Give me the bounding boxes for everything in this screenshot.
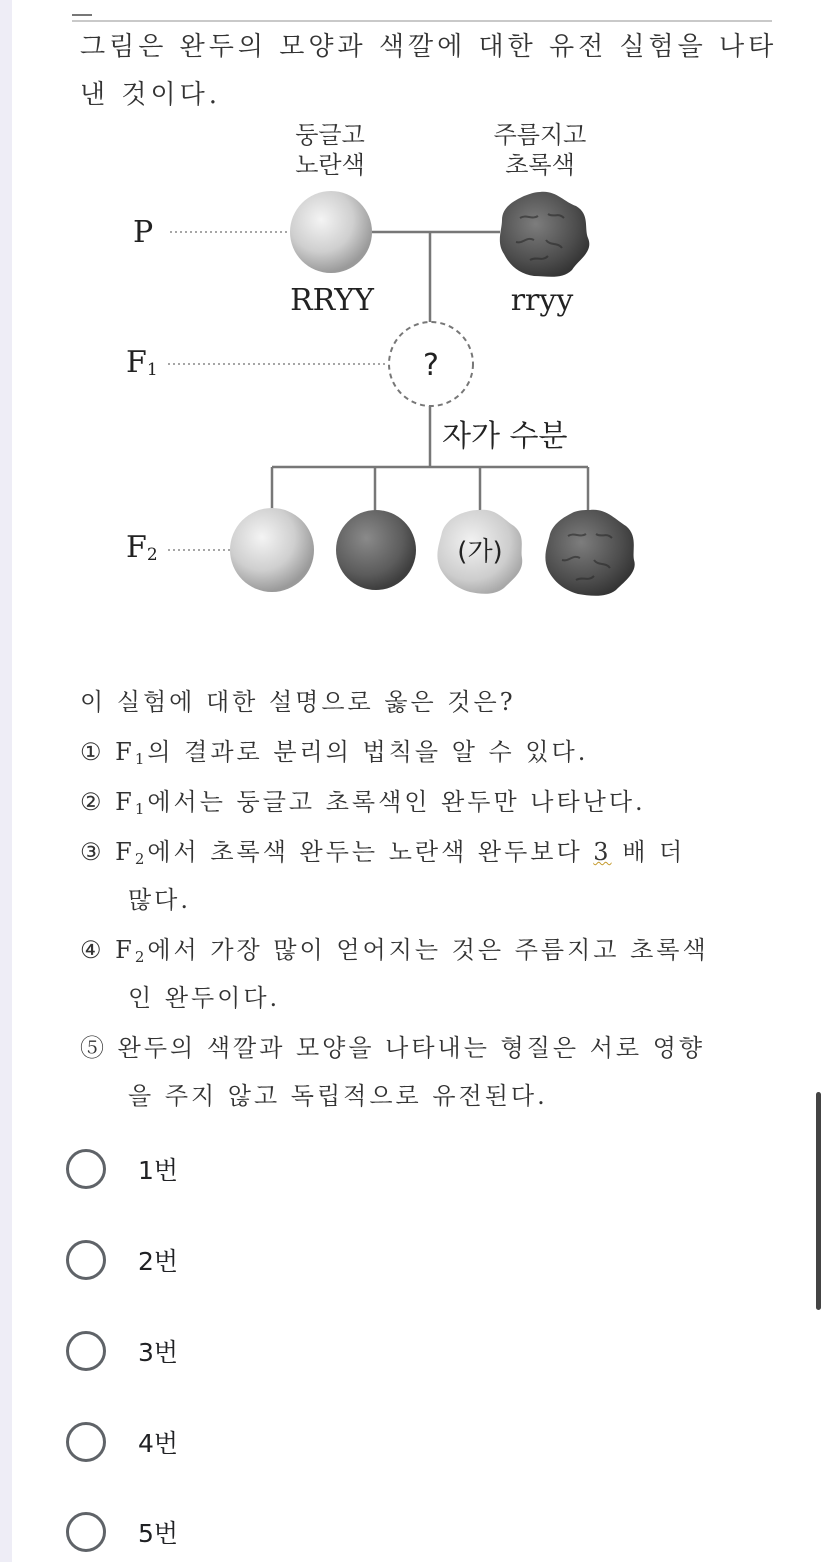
radio-circle-icon[interactable] — [66, 1149, 106, 1189]
statement-3-f: F — [115, 838, 135, 866]
pea-round-yellow-parent — [290, 191, 372, 273]
answer-option-4[interactable] — [66, 1418, 366, 1466]
statement-3-text-a: 에서 초록색 완두는 노란색 완두보다 — [147, 838, 583, 866]
statement-1-text: 의 결과로 분리의 법칙을 알 수 있다. — [147, 738, 589, 766]
statement-1 — [80, 732, 588, 768]
answer-option-5[interactable] — [66, 1508, 366, 1556]
f2-pea-round-yellow — [230, 508, 314, 592]
p2-trait-line2: 초록색 — [505, 151, 575, 179]
statement-4-f: F — [115, 936, 135, 964]
f2-subscript: 2 — [146, 545, 158, 565]
f2-pea-round-green — [336, 510, 416, 590]
f2-marker-ga: (가) — [457, 537, 503, 567]
top-rule — [72, 20, 772, 22]
statement-1-f: F — [115, 738, 135, 766]
answer-option-1[interactable] — [66, 1145, 366, 1193]
generation-f2-label — [126, 530, 158, 565]
radio-circle-icon[interactable] — [66, 1512, 106, 1552]
statement-2-text: 에서는 둥글고 초록색인 완두만 나타난다. — [147, 788, 646, 816]
radio-circle-icon[interactable] — [66, 1331, 106, 1371]
statement-2-number: ② — [80, 788, 105, 816]
radio-circle-icon[interactable] — [66, 1240, 106, 1280]
statement-3 — [80, 832, 685, 868]
answer-option-2-label: 2번 — [138, 1247, 179, 1276]
p1-trait-line2: 노란색 — [295, 151, 365, 179]
f1-letter: F — [126, 345, 147, 380]
statement-4-line2: 인 완두이다. — [128, 984, 281, 1012]
answer-option-5-label: 5번 — [138, 1519, 179, 1548]
statement-5-number: ⑤ — [80, 1034, 107, 1062]
statement-3-sub: 2 — [134, 850, 148, 868]
radio-circle-icon[interactable] — [66, 1422, 106, 1462]
statement-2 — [80, 782, 646, 818]
answer-option-3[interactable] — [66, 1327, 366, 1375]
p1-genotype: RRYY — [290, 283, 374, 318]
p1-trait-line1: 둥글고 — [295, 121, 365, 149]
question-image — [50, 0, 790, 1115]
pea-wrinkled-green-parent — [500, 192, 589, 277]
statement-3-line2: 많다. — [128, 886, 191, 914]
statement-5-line2: 을 주지 않고 독립적으로 유전된다. — [128, 1082, 548, 1110]
p2-genotype: rryy — [510, 283, 574, 318]
statement-1-number: ① — [80, 738, 105, 766]
f1-subscript: 1 — [146, 360, 158, 380]
statement-3-text-b: 배 더 — [622, 838, 686, 866]
answer-option-3-label: 3번 — [138, 1338, 179, 1367]
statement-2-f: F — [115, 788, 135, 816]
generation-f1-label — [126, 345, 158, 380]
self-pollination-label: 자가 수분 — [442, 419, 568, 454]
f2-letter: F — [126, 530, 147, 565]
statement-5 — [80, 1028, 705, 1063]
statement-4-text: 에서 가장 많이 얻어지는 것은 주름지고 초록색 — [147, 936, 709, 964]
statement-4 — [80, 930, 709, 966]
side-panel-edge — [0, 0, 12, 1562]
answer-option-4-label: 4번 — [138, 1429, 179, 1458]
generation-p-label: P — [133, 215, 154, 250]
statement-5-text: 완두의 색깔과 모양을 나타내는 형질은 서로 영향 — [117, 1034, 706, 1062]
f1-unknown-mark: ? — [423, 348, 439, 383]
intro-line-1: 그림은 완두의 모양과 색깔에 대한 유전 실험을 나타 — [80, 32, 778, 62]
statement-4-number: ④ — [80, 936, 105, 964]
scrollbar-thumb[interactable] — [816, 1092, 821, 1310]
genetics-diagram — [50, 110, 790, 610]
top-rule-mark — [72, 14, 92, 16]
statement-4-sub: 2 — [134, 948, 148, 966]
intro-line-2: 낸 것이다. — [80, 80, 221, 110]
statement-3-ratio: 3 — [593, 838, 612, 866]
statement-1-sub: 1 — [134, 750, 148, 768]
answer-option-1-label: 1번 — [138, 1156, 179, 1185]
p2-trait-line1: 주름지고 — [493, 121, 587, 149]
statement-3-number: ③ — [80, 838, 105, 866]
answer-option-2[interactable] — [66, 1236, 366, 1284]
question-prompt: 이 실험에 대한 설명으로 옳은 것은? — [80, 688, 516, 716]
statement-2-sub: 1 — [134, 800, 148, 818]
f2-pea-wrinkled-green — [545, 510, 634, 596]
